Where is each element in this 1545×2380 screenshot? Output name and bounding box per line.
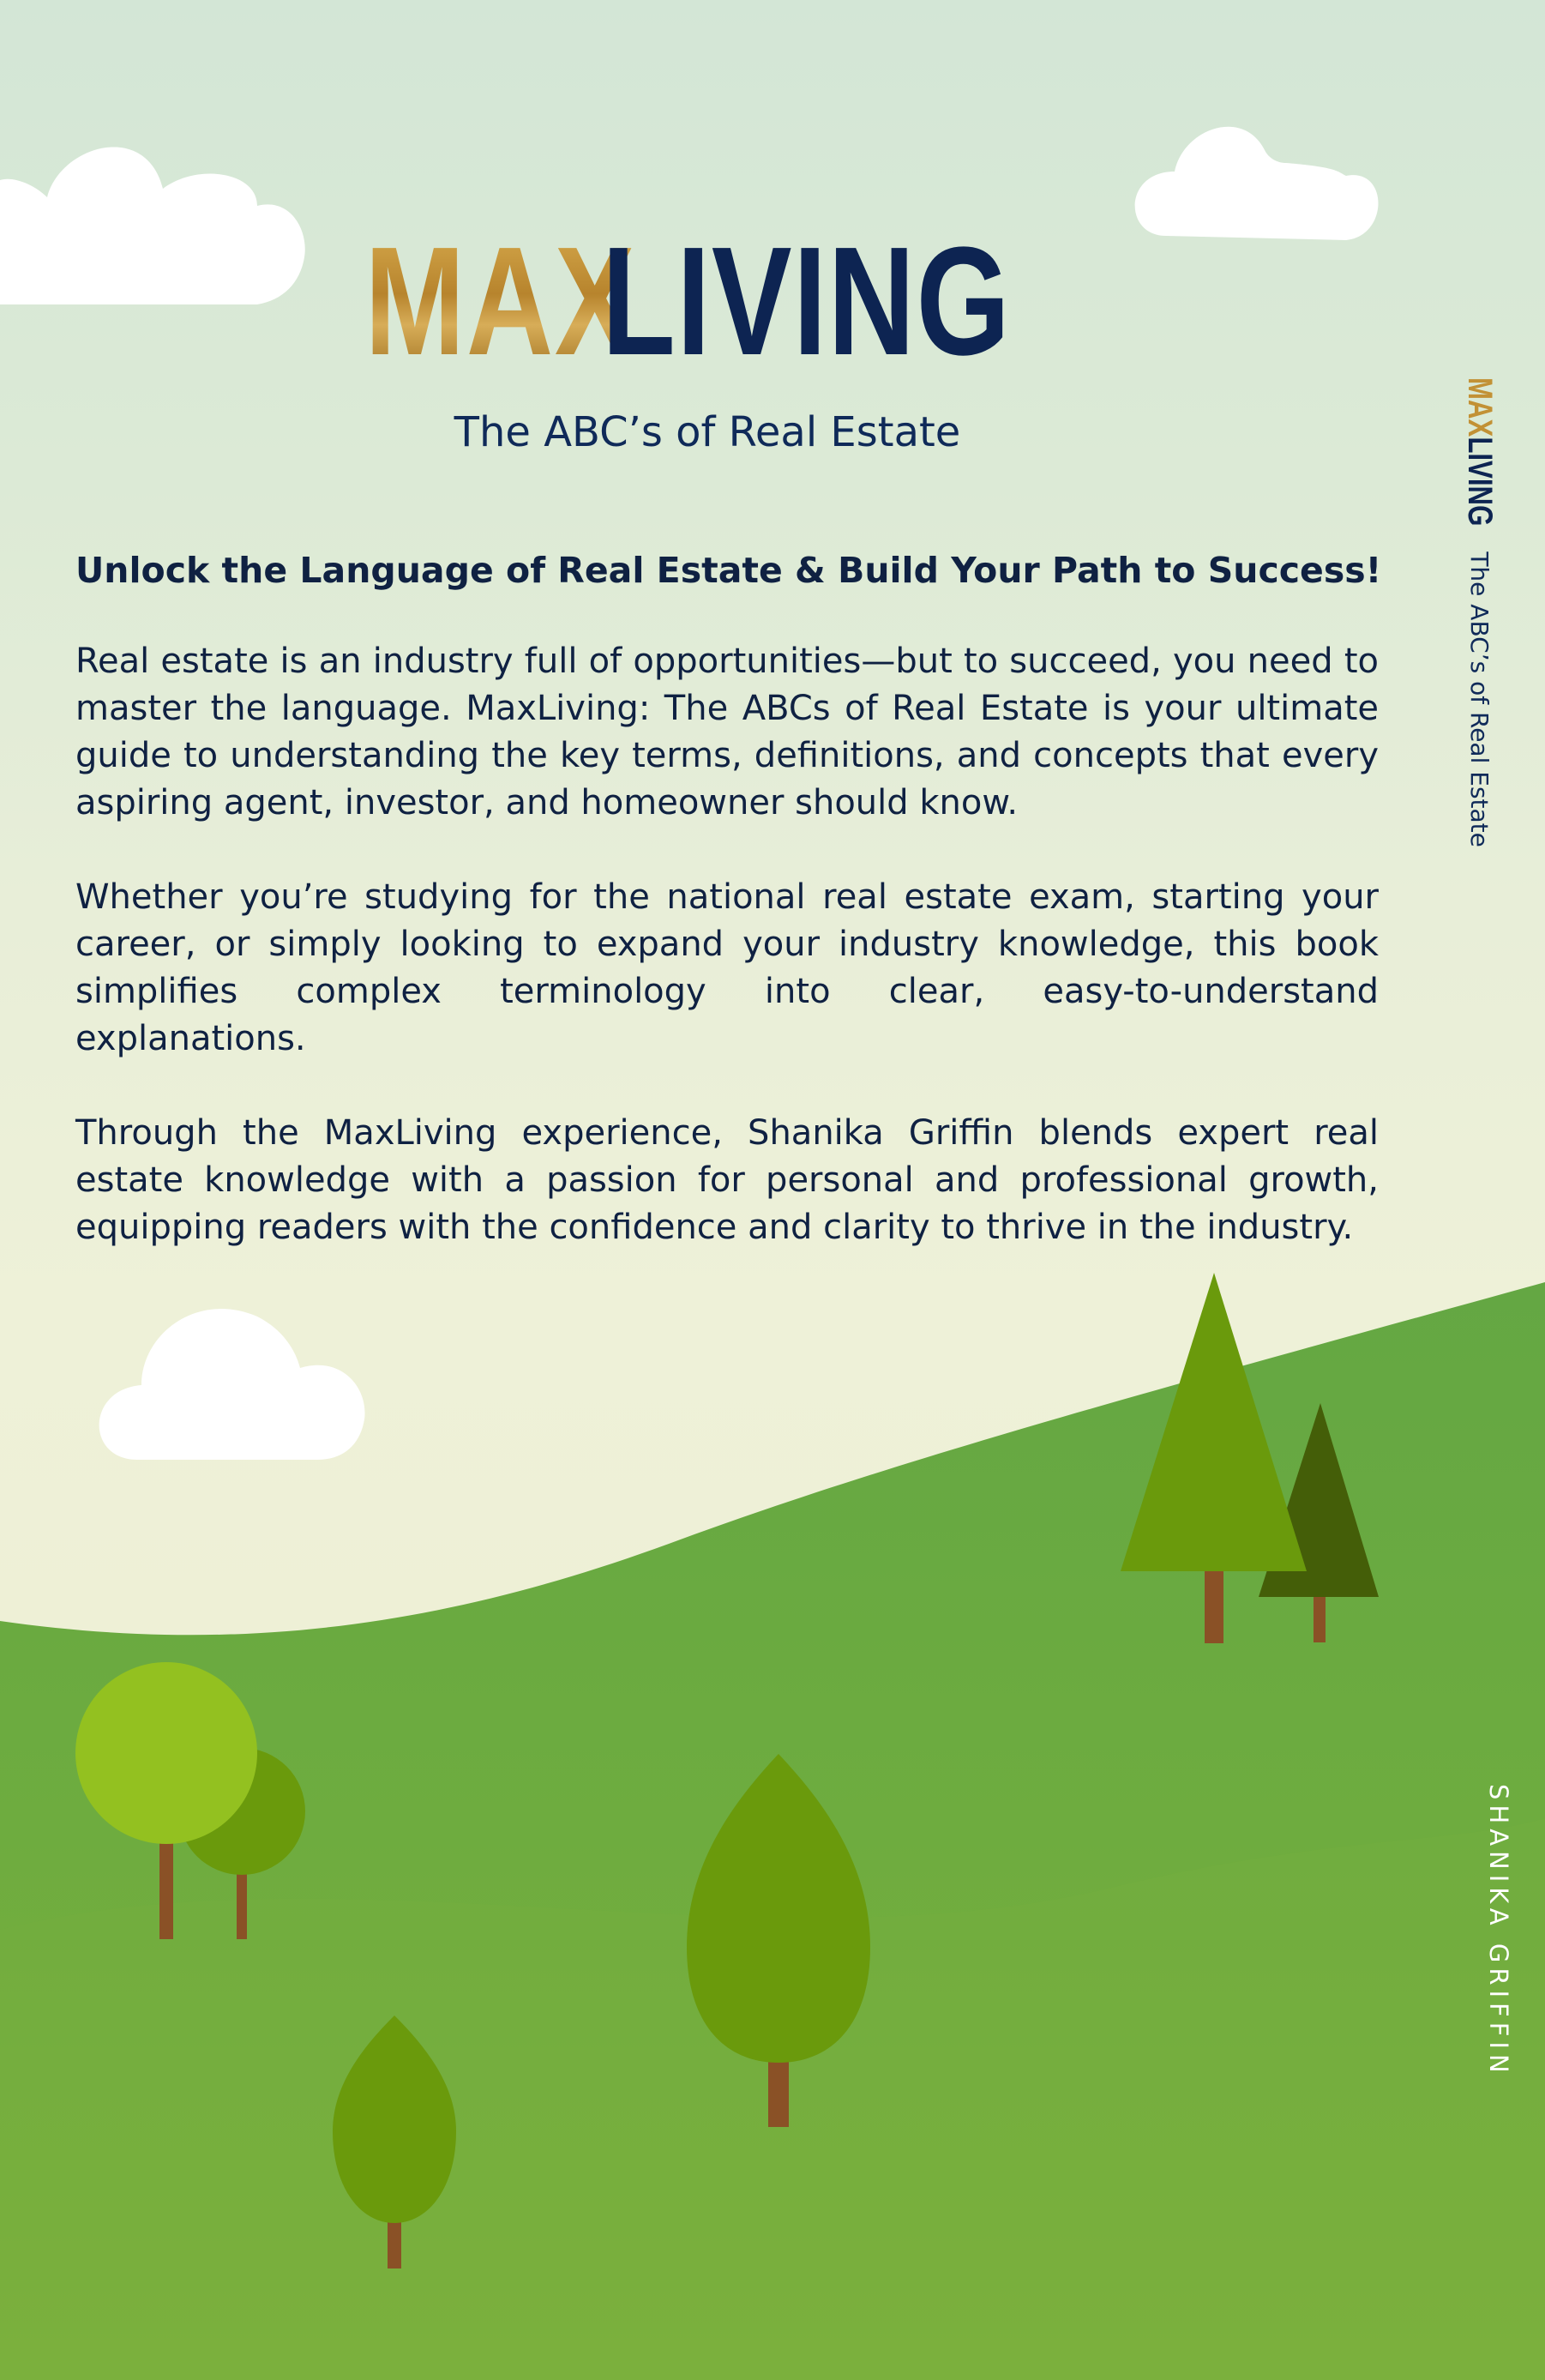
blurb-paragraph-1: Real estate is an industry full of opportunities—but to succeed, you need to master the language. MaxLiving: The ABCs of Real Estate is your ultimate guide to understanding the key terms, definitions, and concepts that every aspiring agent, investor, and homeowner should know. (75, 642, 1379, 822)
spine-logo-max: MAX (1461, 377, 1499, 437)
spine-logo-living: LIVING (1461, 437, 1499, 527)
blurb-headline: Unlock the Language of Real Estate & Build Your Path to Success! (75, 550, 1382, 591)
blurb-paragraph-2: Whether you’re studying for the national real estate exam, starting your career, or simply looking to expand your industry knowledge, this book simplifies complex terminology into clear, easy-to-understand explanations. (75, 877, 1379, 1058)
logo-word-max: MAX (364, 215, 636, 388)
back-cover-blurb (75, 545, 1382, 1298)
logo-word-living: LIVING (601, 215, 1012, 388)
cloud-top-right (1135, 127, 1379, 240)
cloud-middle-left (99, 1309, 365, 1460)
spine-subtitle: The ABC’s of Real Estate (1465, 551, 1494, 847)
spine-author-name: SHANIKA GRIFFIN (1484, 1784, 1513, 2078)
spine-title (1460, 377, 1499, 847)
maxliving-logo (0, 215, 1415, 388)
blurb-paragraph-3: Through the MaxLiving experience, Shanika Griffin blends expert real estate knowledge with a passion for personal and professional growth, equipping readers with the confidence and clarity to thrive in the industry. (75, 1113, 1379, 1247)
spine-logo (1460, 377, 1499, 526)
book-subtitle: The ABC’s of Real Estate (454, 408, 961, 456)
